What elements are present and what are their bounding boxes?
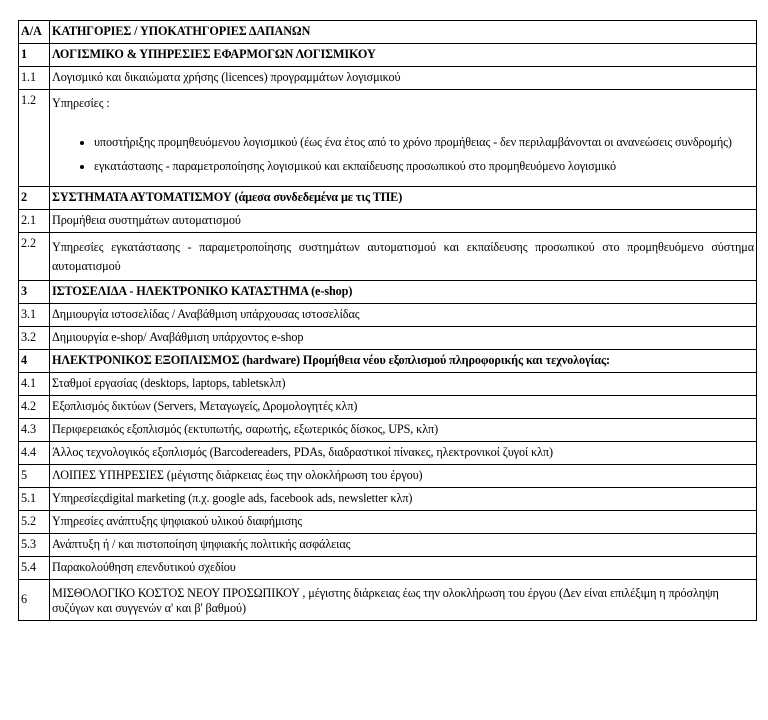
row-number: 5.1 (19, 488, 50, 511)
category-title: ΣΥΣΤΗΜΑΤΑ ΑΥΤΟΜΑΤΙΣΜΟΥ (άμεσα συνδεδεμένα με τις ΤΠΕ) (50, 187, 757, 210)
subcategory-text: Ανάπτυξη ή / και πιστοποίηση ψηφιακής πολιτικής ασφάλειας (50, 534, 757, 557)
subcategory-text: Υπηρεσίες : (52, 96, 110, 110)
subcategory-cell (50, 90, 757, 187)
row-number: 6 (19, 580, 50, 621)
header-aa: Α/Α (19, 21, 50, 44)
row-number: 1.1 (19, 67, 50, 90)
list-item: • εγκατάστασης - παραμετροποίησης λογισμικού και εκπαίδευσης προσωπικού στο προμηθευόμενο λογισμικό (94, 159, 754, 174)
row-number: 4.1 (19, 373, 50, 396)
subcategory-text: Υπηρεσίες εγκατάστασης - παραμετροποίησης συστημάτων αυτοματισμού και εκπαίδευσης προσωπικού στο προμηθευόμενο σύστημα αυτοματισμού (50, 233, 757, 281)
category-title: ΜΙΣΘΟΛΟΓΙΚΟ ΚΟΣΤΟΣ ΝΕΟΥ ΠΡΟΣΩΠΙΚΟΥ , μέγιστης διάρκειας έως την ολοκλήρωση του έργου (Δεν είναι επιλέξιμη η πρόσληψη συζύγων και συγγενών α' και β' βαθμού) (50, 580, 757, 621)
subcategory-row-3-1 (19, 304, 757, 327)
services-bullet-list (52, 135, 754, 174)
subcategory-text: Δημιουργία e-shop/ Αναβάθμιση υπάρχοντος e-shop (50, 327, 757, 350)
subcategory-text: Σταθμοί εργασίας (desktops, laptops, tabletsκλπ) (50, 373, 757, 396)
subcategory-row-3-2 (19, 327, 757, 350)
category-row-2 (19, 187, 757, 210)
category-row-6 (19, 580, 757, 621)
subcategory-row-2-2 (19, 233, 757, 281)
subcategory-row-5-1 (19, 488, 757, 511)
subcategory-row-4-1 (19, 373, 757, 396)
row-number: 4.3 (19, 419, 50, 442)
subcategory-row-5-4 (19, 557, 757, 580)
row-number: 3.2 (19, 327, 50, 350)
row-number: 5.4 (19, 557, 50, 580)
row-number: 3.1 (19, 304, 50, 327)
subcategory-row-5-3 (19, 534, 757, 557)
table-header-row (19, 21, 757, 44)
category-title: ΙΣΤΟΣΕΛΙΔΑ - ΗΛΕΚΤΡΟΝΙΚΟ ΚΑΤΑΣΤΗΜΑ (e-shop) (50, 281, 757, 304)
category-row-1 (19, 44, 757, 67)
subcategory-row-1-2 (19, 90, 757, 187)
row-number: 4 (19, 350, 50, 373)
expense-categories-table (18, 20, 757, 621)
row-number: 2.2 (19, 233, 50, 281)
subcategory-row-4-2 (19, 396, 757, 419)
row-number: 2 (19, 187, 50, 210)
list-item: • υποστήριξης προμηθευόμενου λογισμικού (έως ένα έτος από το χρόνο προμήθειας - δεν περιλαμβάνονται οι ανανεώσεις συνδρομής) (94, 135, 754, 150)
header-category: ΚΑΤΗΓΟΡΙΕΣ / ΥΠΟΚΑΤΗΓΟΡΙΕΣ ΔΑΠΑΝΩΝ (50, 21, 757, 44)
category-row-5 (19, 465, 757, 488)
row-number: 4.4 (19, 442, 50, 465)
subcategory-text: Υπηρεσίεςdigital marketing (π.χ. google ads, facebook ads, newsletter κλπ) (50, 488, 757, 511)
subcategory-text: Δημιουργία ιστοσελίδας / Αναβάθμιση υπάρχουσας ιστοσελίδας (50, 304, 757, 327)
subcategory-text: Εξοπλισμός δικτύων (Servers, Μεταγωγείς, Δρομολογητές κλπ) (50, 396, 757, 419)
subcategory-text: Λογισμικό και δικαιώματα χρήσης (licences) προγραμμάτων λογισμικού (50, 67, 757, 90)
row-number: 1 (19, 44, 50, 67)
subcategory-row-1-1 (19, 67, 757, 90)
subcategory-row-4-3 (19, 419, 757, 442)
subcategory-row-5-2 (19, 511, 757, 534)
row-number: 1.2 (19, 90, 50, 187)
row-number: 5.2 (19, 511, 50, 534)
row-number: 5 (19, 465, 50, 488)
subcategory-row-2-1 (19, 210, 757, 233)
subcategory-text: Περιφερειακός εξοπλισμός (εκτυπωτής, σαρωτής, εξωτερικός δίσκος, UPS, κλπ) (50, 419, 757, 442)
row-number: 2.1 (19, 210, 50, 233)
category-title: ΗΛΕΚΤΡΟΝΙΚΟΣ ΕΞΟΠΛΙΣΜΟΣ (hardware) Προμήθεια νέου εξοπλισμού πληροφορικής και τεχνολογίας: (50, 350, 757, 373)
category-title: ΛΟΙΠΕΣ ΥΠΗΡΕΣΙΕΣ (μέγιστης διάρκειας έως την ολοκλήρωση του έργου) (50, 465, 757, 488)
subcategory-text: Προμήθεια συστημάτων αυτοματισμού (50, 210, 757, 233)
subcategory-text: Υπηρεσίες ανάπτυξης ψηφιακού υλικού διαφήμισης (50, 511, 757, 534)
subcategory-text: Παρακολούθηση επενδυτικού σχεδίου (50, 557, 757, 580)
row-number: 5.3 (19, 534, 50, 557)
category-row-3 (19, 281, 757, 304)
subcategory-text: Άλλος τεχνολογικός εξοπλισμός (Barcodereaders, PDAs, διαδραστικοί πίνακες, ηλεκτρονικοί ζυγοί κλπ) (50, 442, 757, 465)
row-number: 4.2 (19, 396, 50, 419)
category-row-4 (19, 350, 757, 373)
subcategory-row-4-4 (19, 442, 757, 465)
row-number: 3 (19, 281, 50, 304)
category-title: ΛΟΓΙΣΜΙΚΟ & ΥΠΗΡΕΣΙΕΣ ΕΦΑΡΜΟΓΩΝ ΛΟΓΙΣΜΙΚΟΥ (50, 44, 757, 67)
